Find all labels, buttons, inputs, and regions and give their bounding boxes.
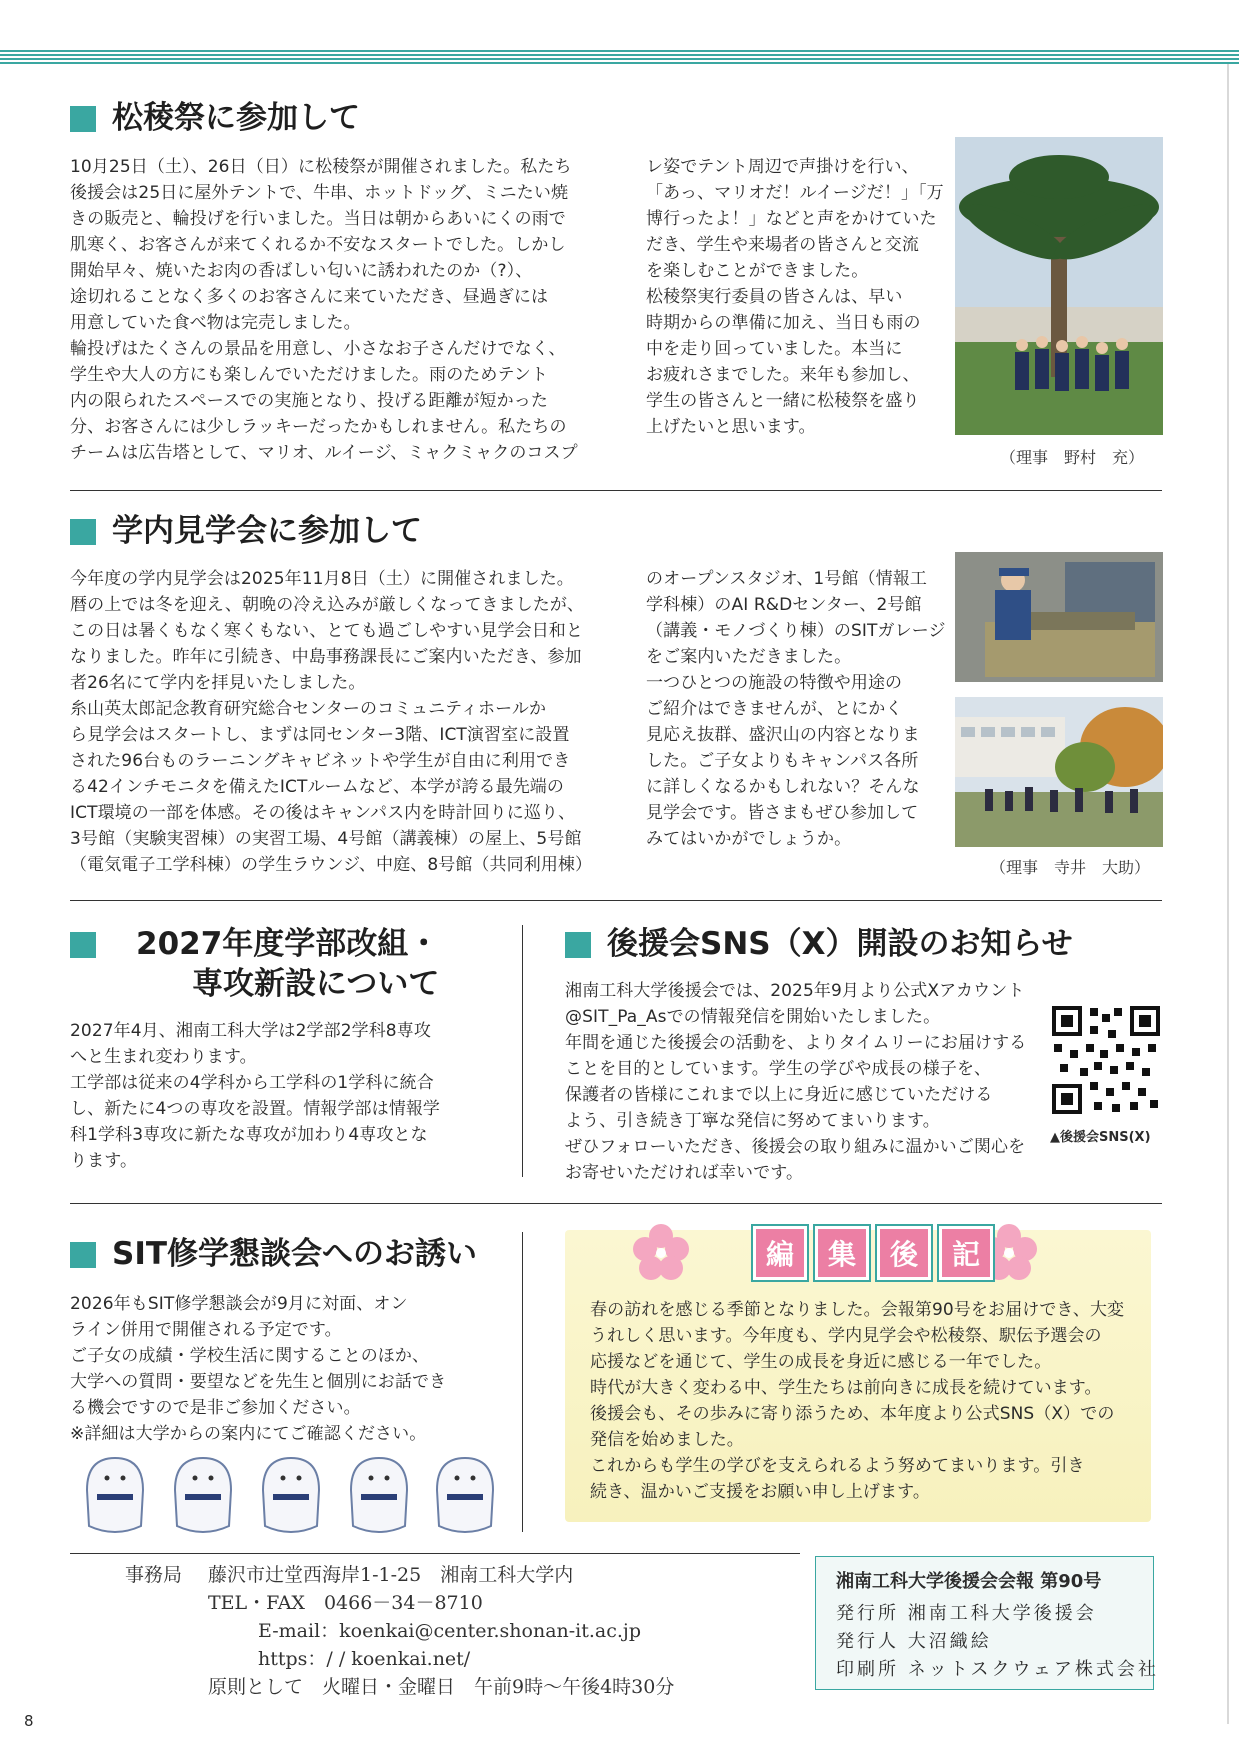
office-email[interactable]: E-mail：koenkai@center.shonan-it.ac.jp <box>258 1620 641 1642</box>
text-line: 湘南工科大学後援会では、2025年9月より公式Xアカウント <box>565 981 1025 1001</box>
text-line: ICT環境の一部を体感。その後はキャンパス内を時計回りに巡り、 <box>70 803 576 823</box>
text-line: @SIT_Pa_Asでの情報発信を開始いたしました。 <box>565 1007 941 1027</box>
page-edge-line <box>1227 64 1229 1724</box>
text-line: 内の限られたスペースでの実施となり、投げる距離が短かった <box>70 391 548 411</box>
text-line: お寄せいただければ幸いです。 <box>565 1163 804 1183</box>
photo-campus-tour <box>955 697 1163 847</box>
text-line: ライン併用で開催される予定です。 <box>70 1320 342 1340</box>
section2-title: 学内見学会に参加して <box>112 513 422 549</box>
text-line: 一つひとつの施設の特徴や用途の <box>646 673 903 693</box>
text-line: を楽しむことができました。 <box>646 261 869 281</box>
qr-caption: ▲後援会SNS(X) <box>1050 1130 1151 1145</box>
printer: 印刷所 ネットスクウェア株式会社 <box>836 1659 1159 1680</box>
divider <box>70 900 1162 901</box>
text-line: 2027年4月、湘南工科大学は2学部2学科8専攻 <box>70 1021 431 1041</box>
editors-note-body <box>590 1297 1140 1505</box>
text-line: ことを目的としています。学生の学びや成長の様子を、 <box>565 1059 992 1079</box>
text-line: ※詳細は大学からの案内にてご確認ください。 <box>70 1424 427 1444</box>
text-line: 輪投げはたくさんの景品を用意し、小さなお子さんだけでなく、 <box>70 339 566 359</box>
text-line: 時代が大きく変わる中、学生たちは前向きに成長を続けています。 <box>590 1378 1102 1398</box>
text-line: みてはいかがでしょうか。 <box>646 829 852 849</box>
section3-title-line1: 2027年度学部改組・ <box>136 926 440 962</box>
text-line: 見応え抜群、盛沢山の内容となりま <box>646 725 920 745</box>
section3-title-line2: 専攻新設について <box>192 966 440 1002</box>
text-line: この日は暑くもなく寒くもない、とても過ごしやすい見学会日和と <box>70 621 583 641</box>
title-char: 集 <box>815 1226 869 1280</box>
heading-square-icon <box>70 519 96 545</box>
text-line: 大学への質問・要望などを先生と個別にお話でき <box>70 1372 447 1392</box>
text-line: し、新たに4つの専攻を設置。情報学部は情報学 <box>70 1099 441 1119</box>
text-line: 中を走り回っていました。本当に <box>646 339 903 359</box>
office-tel: TEL・FAX 0466－34－8710 <box>208 1592 483 1614</box>
column-divider <box>522 1232 523 1532</box>
office-label: 事務局 <box>125 1564 183 1586</box>
office-hours: 原則として 火曜日・金曜日 午前9時～午後4時30分 <box>208 1676 675 1698</box>
text-line: 続き、温かいご支援をお願い申し上げます。 <box>590 1482 930 1502</box>
title-char: 編 <box>753 1226 807 1280</box>
page-number: 8 <box>24 1712 34 1730</box>
text-line: ご紹介はできませんが、とにかく <box>646 699 903 719</box>
text-line: レ姿でテント周辺で声掛けを行い、 <box>646 157 919 177</box>
text-line: ります。 <box>70 1151 138 1171</box>
text-line: チームは広告塔として、マリオ、ルイージ、ミャクミャクのコスプ <box>70 443 578 463</box>
text-line: ぜひフォローいただき、後援会の取り組みに温かいご関心を <box>565 1137 1026 1157</box>
text-line: 上げたいと思います。 <box>646 417 816 437</box>
text-line: （講義・モノづくり棟）のSITガレージ <box>646 621 946 641</box>
photo-palm-tree-group <box>955 137 1163 435</box>
text-line: 後援会も、その歩みに寄り添うため、本年度より公式SNS（X）での <box>590 1404 1115 1424</box>
section1-left-column <box>70 154 630 466</box>
publisher: 発行所 湘南工科大学後援会 <box>836 1603 1097 1624</box>
section1-title: 松稜祭に参加して <box>112 100 360 136</box>
text-line: （電気電子工学科棟）の学生ラウンジ、中庭、8号館（共同利用棟） <box>70 855 593 875</box>
text-line: ご子女の成績・学校生活に関することのほか、 <box>70 1346 430 1366</box>
text-line: なりました。昨年に引続き、中島事務課長にご案内いただき、参加 <box>70 647 582 667</box>
heading-square-icon <box>70 932 96 958</box>
section-heading <box>70 100 360 137</box>
text-line: された96台ものラーニングキャビネットや学生が自由に利用でき <box>70 751 571 771</box>
text-line: 発信を始めました。 <box>590 1430 744 1450</box>
section4-title: 後援会SNS（X）開設のお知らせ <box>607 926 1073 962</box>
text-line: 用意していた食べ物は完売しました。 <box>70 313 361 333</box>
text-line: 時期からの準備に加え、当日も雨の <box>646 313 921 333</box>
text-line: 途切れることなく多くのお客さんに来ていただき、昼過ぎには <box>70 287 549 307</box>
text-line: 学科棟）のAI R&Dセンター、2号館 <box>646 595 922 615</box>
text-line: へと生まれ変わります。 <box>70 1047 257 1067</box>
text-line: 今年度の学内見学会は2025年11月8日（土）に開催されました。 <box>70 569 574 589</box>
photo-workshop-machine <box>955 552 1163 682</box>
section2-left-column <box>70 566 630 878</box>
section-heading <box>70 926 439 963</box>
heading-square-icon <box>565 932 591 958</box>
text-line: 2026年もSIT修学懇談会が9月に対面、オン <box>70 1294 408 1314</box>
text-line: 博行ったよ！」などと声をかけていた <box>646 209 937 229</box>
section3-body <box>70 1018 510 1174</box>
top-stripe <box>0 50 1239 64</box>
section4-body <box>565 978 1035 1186</box>
text-line: る機会ですので是非ご参加ください。 <box>70 1398 361 1418</box>
text-line: 開始早々、焼いたお肉の香ばしい匂いに誘われたのか（?）、 <box>70 261 533 281</box>
title-char: 後 <box>877 1226 931 1280</box>
qr-code[interactable] <box>1050 1004 1162 1116</box>
issuer: 発行人 大沼織絵 <box>836 1631 992 1652</box>
text-line: のオープンスタジオ、1号館（情報工 <box>646 569 927 589</box>
text-line: 糸山英太郎記念教育研究総合センターのコミュニティホールか <box>70 699 547 719</box>
text-line: 工学部は従来の4学科から工学科の1学科に統合 <box>70 1073 434 1093</box>
text-line: 科1学科3専攻に新たな専攻が加わり4専攻とな <box>70 1125 428 1145</box>
text-line: 保護者の皆様にこれまで以上に身近に感じていただける <box>565 1085 993 1105</box>
text-line: うれしく思います。今年度も、学内見学会や松稜祭、駅伝予選会の <box>590 1326 1102 1346</box>
text-line: 見学会です。皆さまもぜひ参加して <box>646 803 919 823</box>
heading-square-icon <box>70 1242 96 1268</box>
text-line: だき、学生や来場者の皆さんと交流 <box>646 235 919 255</box>
divider <box>70 1203 1162 1204</box>
section2-credit: （理事 寺井 大助） <box>990 858 1151 877</box>
text-line: 3号館（実験実習棟）の実習工場、4号館（講義棟）の屋上、5号館 <box>70 829 582 849</box>
text-line: これからも学生の学びを支えられるよう努めてまいります。引き <box>590 1456 1085 1476</box>
text-line: 年間を通じた後援会の活動を、よりタイムリーにお届けする <box>565 1033 1027 1053</box>
publication-info-box <box>815 1556 1159 1690</box>
section-heading <box>70 1236 477 1273</box>
mascot-row <box>75 1450 495 1540</box>
heading-square-icon <box>70 106 96 132</box>
office-address: 藤沢市辻堂西海岸1-1-25 湘南工科大学内 <box>208 1564 574 1586</box>
text-line: に詳しくなるかもしれない？そんな <box>646 777 920 797</box>
text-line: 学生の皆さんと一緒に松稜祭を盛り <box>646 391 920 411</box>
text-line: 肌寒く、お客さんが来てくれるか不安なスタートでした。しかし <box>70 235 566 255</box>
text-line: 後援会は25日に屋外テントで、牛串、ホットドッグ、ミニたい焼 <box>70 183 569 203</box>
text-line: る42インチモニタを備えたICTルームなど、本学が誇る最先端の <box>70 777 564 797</box>
text-line: 応援などを通じて、学生の成長を身近に感じる一年でした。 <box>590 1352 1052 1372</box>
section5-body <box>70 1291 510 1447</box>
text-line: 学生や大人の方にも楽しんでいただけました。雨のためテント <box>70 365 548 385</box>
publication-title: 湘南工科大学後援会会報 第90号 <box>836 1571 1102 1592</box>
text-line: 暦の上では冬を迎え、朝晩の冷え込みが厳しくなってきましたが、 <box>70 595 585 615</box>
column-divider <box>522 925 523 1177</box>
divider <box>70 490 1162 491</box>
section2-right-column <box>646 566 946 852</box>
editors-note-title <box>753 1226 993 1280</box>
text-line: 「あっ、マリオだ！ルイージだ！」「万 <box>646 183 944 203</box>
text-line: きの販売と、輪投げを行いました。当日は朝からあいにくの雨で <box>70 209 566 229</box>
text-line: 者26名にて学内を拝見いたしました。 <box>70 673 366 693</box>
section1-credit: （理事 野村 充） <box>1000 448 1145 467</box>
text-line: した。ご子女よりもキャンパス各所 <box>646 751 919 771</box>
text-line: 10月25日（土）、26日（日）に松稜祭が開催されました。私たち <box>70 157 572 177</box>
text-line: お疲れさまでした。来年も参加し、 <box>646 365 920 385</box>
office-url[interactable]: https：/ / koenkai.net/ <box>258 1648 471 1670</box>
section5-title: SIT修学懇談会へのお誘い <box>112 1236 478 1272</box>
text-line: 春の訪れを感じる季節となりました。会報第90号をお届けでき、大変 <box>590 1300 1125 1320</box>
title-char: 記 <box>939 1226 993 1280</box>
section-heading <box>70 513 422 550</box>
text-line: 松稜祭実行委員の皆さんは、早い <box>646 287 903 307</box>
footer-divider <box>70 1553 800 1554</box>
sakura-icon <box>630 1222 692 1288</box>
text-line: よう、引き続き丁寧な発信に努めてまいります。 <box>565 1111 940 1131</box>
section-heading <box>565 926 1073 963</box>
text-line: ら見学会はスタートし、まずは同センター3階、ICT演習室に設置 <box>70 725 570 745</box>
section1-right-column <box>646 154 946 440</box>
text-line: 分、お客さんには少しラッキーだったかもしれません。私たちの <box>70 417 567 437</box>
text-line: をご案内いただきました。 <box>646 647 852 667</box>
